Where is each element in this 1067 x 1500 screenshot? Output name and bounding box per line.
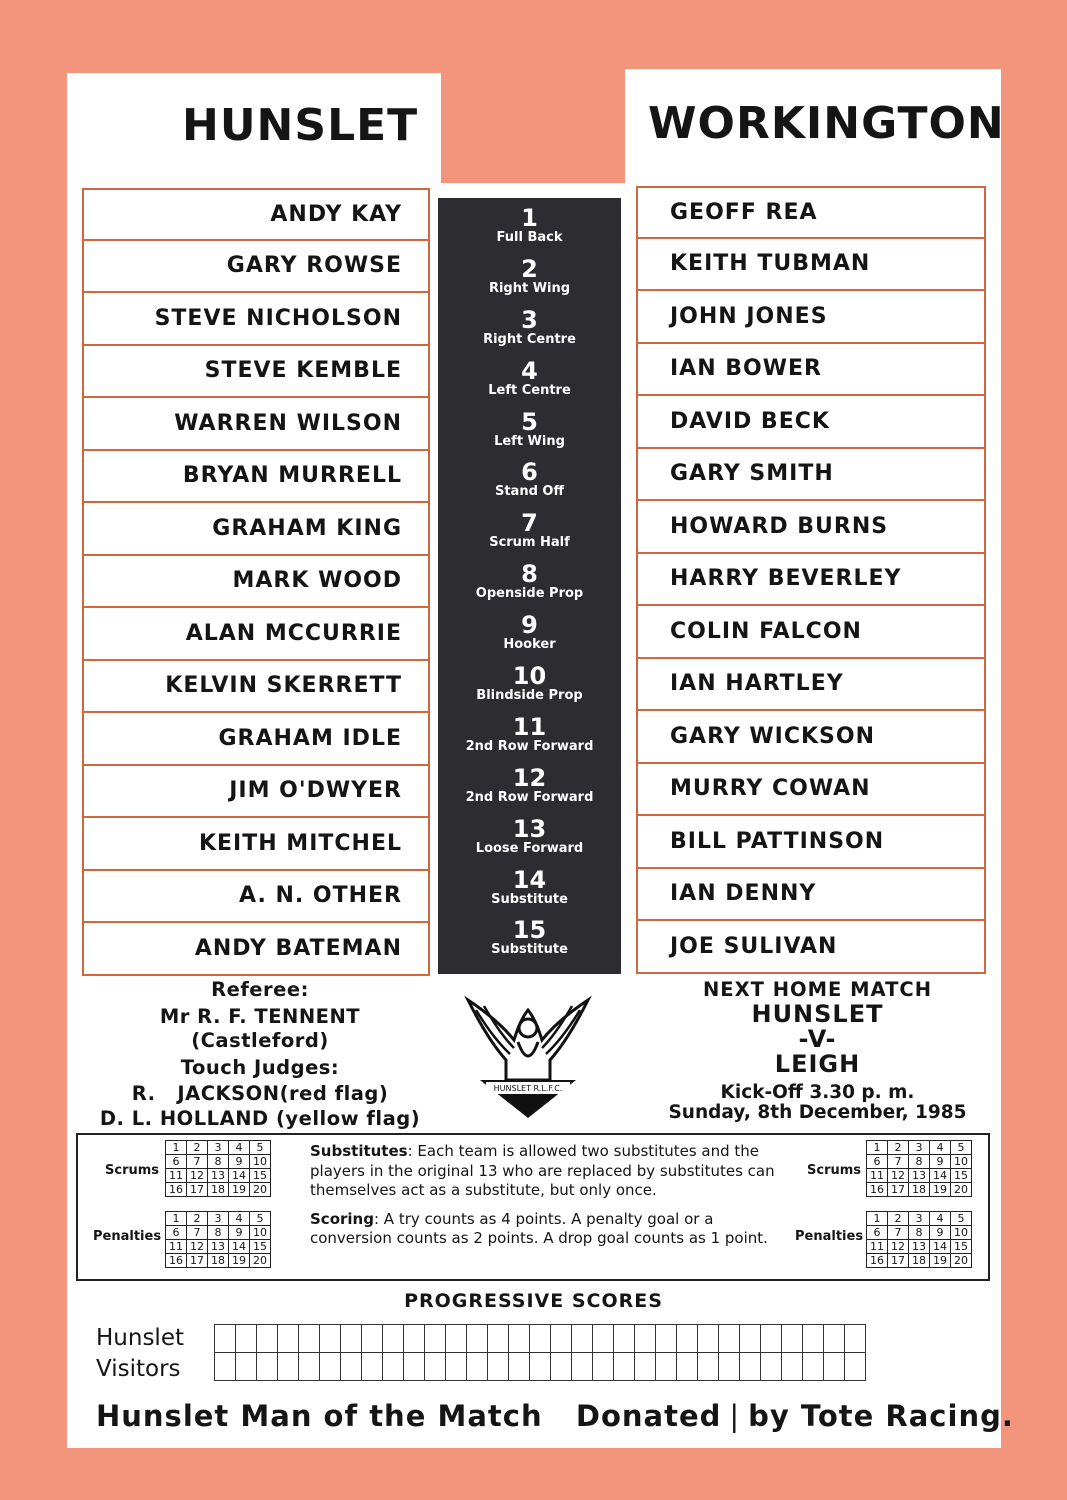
progressive-score-cell[interactable] (236, 1325, 257, 1353)
position-number: 6 (521, 458, 538, 487)
home-scrums-label: Scrums (105, 1163, 160, 1178)
progressive-score-cell[interactable] (299, 1325, 320, 1353)
home-player-3: STEVE NICHOLSON (82, 293, 430, 346)
position-number: 11 (512, 712, 547, 741)
away-scrums-label: Scrums (807, 1163, 862, 1178)
position-number: 15 (512, 916, 547, 945)
progressive-scores-grid (214, 1324, 866, 1381)
home-team-title: HUNSLET (182, 100, 419, 151)
progressive-score-cell[interactable] (824, 1325, 845, 1353)
away-player-7: HOWARD BURNS (636, 501, 986, 554)
progressive-score-cell[interactable] (656, 1325, 677, 1353)
progressive-score-cell[interactable] (446, 1325, 467, 1353)
home-player-6: BRYAN MURRELL (82, 451, 430, 504)
position-6 (438, 452, 621, 503)
progressive-score-cell[interactable] (803, 1325, 824, 1353)
motm-sponsor: by Tote Racing. (748, 1399, 1014, 1433)
next-home-match (650, 978, 985, 1123)
motm-text: Hunslet Man of the Match Donated (96, 1399, 722, 1433)
substitutes-heading: Substitutes (310, 1142, 408, 1160)
progressive-score-cell[interactable] (593, 1353, 614, 1381)
position-8 (438, 554, 621, 605)
position-label: Left Wing (494, 433, 565, 449)
progressive-score-cell[interactable] (782, 1325, 803, 1353)
away-player-10: IAN HARTLEY (636, 659, 986, 712)
touch-judges-heading: Touch Judges: (180, 1055, 340, 1079)
position-label: Substitute (491, 891, 568, 907)
progressive-score-cell[interactable] (320, 1325, 341, 1353)
position-number: 2 (521, 254, 538, 283)
club-crest-logo (458, 980, 598, 1120)
position-label: Substitute (491, 942, 568, 958)
scoring-heading: Scoring (310, 1209, 374, 1228)
progressive-score-cell[interactable] (257, 1353, 278, 1381)
progressive-score-cell[interactable] (845, 1353, 866, 1381)
progressive-score-cell[interactable] (341, 1325, 362, 1353)
progressive-score-cell[interactable] (677, 1325, 698, 1353)
next-match-heading: NEXT HOME MATCH (702, 978, 933, 1001)
progressive-score-cell[interactable] (383, 1325, 404, 1353)
position-number: 12 (512, 763, 547, 792)
position-label: Full Back (496, 230, 563, 245)
progressive-score-cell[interactable] (824, 1353, 845, 1381)
position-14 (438, 860, 621, 911)
progressive-score-cell[interactable] (635, 1325, 656, 1353)
progressive-score-cell[interactable] (530, 1325, 551, 1353)
progressive-score-cell[interactable] (572, 1325, 593, 1353)
progressive-score-cell[interactable] (761, 1353, 782, 1381)
progressive-score-cell[interactable] (362, 1353, 383, 1381)
scoring-body: : A try counts as 4 points. A penalty goal or a conversion counts as 2 points. A drop goal counts as 1 point. (310, 1209, 768, 1247)
motm-divider: | (729, 1399, 741, 1433)
position-10 (438, 656, 621, 707)
position-label: Blindside Prop (476, 688, 583, 704)
progressive-score-cell[interactable] (614, 1325, 635, 1353)
away-player-15: JOE SULIVAN (636, 921, 986, 974)
progressive-score-cell[interactable] (719, 1325, 740, 1353)
progressive-score-cell[interactable] (488, 1353, 509, 1381)
position-12 (438, 758, 621, 809)
away-player-3: JOHN JONES (636, 291, 986, 344)
touch-judge-1: R. JACKSON(red flag) (131, 1082, 389, 1105)
position-13 (438, 809, 621, 860)
scoring-rule (310, 1210, 780, 1249)
progressive-score-cell[interactable] (845, 1325, 866, 1353)
position-label: Hooker (503, 637, 556, 653)
substitutes-body: : Each team is allowed two substitutes and the players in the original 13 who are replaced by substitutes can themselves act as a substitute, but only once. (310, 1142, 775, 1199)
progressive-score-cell[interactable] (278, 1353, 299, 1381)
home-player-2: GARY ROWSE (82, 241, 430, 294)
progressive-score-cell[interactable] (593, 1325, 614, 1353)
progressive-score-cell[interactable] (677, 1353, 698, 1381)
progressive-score-cell[interactable] (803, 1353, 824, 1381)
progressive-score-cell[interactable] (299, 1353, 320, 1381)
progressive-score-cell[interactable] (362, 1325, 383, 1353)
progressive-score-cell[interactable] (719, 1353, 740, 1381)
away-player-12: MURRY COWAN (636, 764, 986, 817)
position-4 (438, 351, 621, 402)
position-label: Left Centre (488, 382, 571, 398)
next-match-vs: -V- (798, 1025, 837, 1053)
home-player-4: STEVE KEMBLE (82, 346, 430, 399)
progressive-score-cell[interactable] (761, 1325, 782, 1353)
home-player-15: ANDY BATEMAN (82, 923, 430, 976)
progressive-score-cell[interactable] (698, 1325, 719, 1353)
positions-panel (438, 198, 621, 974)
home-player-11: GRAHAM IDLE (82, 713, 430, 766)
position-label: Right Centre (483, 331, 576, 347)
progressive-score-cell[interactable] (509, 1325, 530, 1353)
next-match-date: Sunday, 8th December, 1985 (668, 1102, 967, 1123)
position-number: 7 (521, 509, 538, 538)
away-player-13: BILL PATTINSON (636, 816, 986, 869)
away-player-8: HARRY BEVERLEY (636, 554, 986, 607)
position-label: Openside Prop (475, 586, 584, 602)
position-7 (438, 503, 621, 554)
away-player-1: GEOFF REA (636, 186, 986, 239)
position-1 (438, 198, 621, 249)
position-label: Right Wing (488, 280, 571, 296)
progressive-score-cell[interactable] (320, 1353, 341, 1381)
position-label: Loose Forward (475, 840, 584, 856)
progressive-score-cell[interactable] (782, 1353, 803, 1381)
referee-name: Mr R. F. TENNENT (159, 1004, 361, 1028)
progressive-score-cell[interactable] (509, 1353, 530, 1381)
position-15 (438, 910, 621, 961)
home-scrums-grid: 1 2 3 4 5 6 7 8 9 10 11 12 13 14 15 16 17 18 19 20 (165, 1140, 271, 1197)
progressive-score-cell[interactable] (698, 1353, 719, 1381)
position-number: 8 (521, 560, 538, 589)
home-player-12: JIM O'DWYER (82, 766, 430, 819)
match-officials (80, 978, 440, 1131)
position-number: 14 (512, 865, 547, 894)
position-number: 10 (512, 662, 547, 691)
progressive-score-cell[interactable] (740, 1353, 761, 1381)
away-player-6: GARY SMITH (636, 449, 986, 502)
position-number: 13 (512, 814, 547, 843)
away-player-2: KEITH TUBMAN (636, 239, 986, 292)
progressive-score-cell[interactable] (404, 1353, 425, 1381)
next-match-team2: LEIGH (774, 1050, 861, 1078)
progressive-score-cell[interactable] (257, 1325, 278, 1353)
next-match-team1: HUNSLET (751, 1000, 884, 1028)
progressive-score-cell[interactable] (425, 1325, 446, 1353)
progressive-scores-title: PROGRESSIVE SCORES (404, 1290, 663, 1312)
progressive-score-cell[interactable] (383, 1353, 404, 1381)
home-player-7: GRAHAM KING (82, 503, 430, 556)
away-player-5: DAVID BECK (636, 396, 986, 449)
progressive-score-cell[interactable] (215, 1353, 236, 1381)
away-scrums-grid: 1 2 3 4 5 6 7 8 9 10 11 12 13 14 15 16 17 18 19 20 (866, 1140, 972, 1197)
progressive-away-label: Visitors (96, 1356, 181, 1382)
away-player-14: IAN DENNY (636, 869, 986, 922)
progressive-score-cell[interactable] (656, 1353, 677, 1381)
position-label: Scrum Half (489, 535, 570, 551)
away-penalties-label: Penalties (795, 1229, 864, 1244)
position-number: 9 (521, 611, 538, 640)
away-player-9: COLIN FALCON (636, 606, 986, 659)
home-penalties-grid: 1 2 3 4 5 6 7 8 9 10 11 12 13 14 15 16 17 18 19 20 (165, 1211, 271, 1268)
position-label: Stand Off (494, 484, 565, 500)
home-player-9: ALAN MCCURRIE (82, 608, 430, 661)
progressive-score-cell[interactable] (572, 1353, 593, 1381)
home-player-14: A. N. OTHER (82, 871, 430, 924)
away-player-4: IAN BOWER (636, 344, 986, 397)
progressive-score-cell[interactable] (404, 1325, 425, 1353)
position-number: 4 (521, 356, 538, 385)
referee-club: (Castleford) (191, 1029, 329, 1052)
progressive-score-cell[interactable] (551, 1353, 572, 1381)
away-player-list (636, 186, 986, 974)
position-5 (438, 402, 621, 453)
progressive-score-cell[interactable] (740, 1325, 761, 1353)
touch-judge-2: D. L. HOLLAND (yellow flag) (99, 1106, 421, 1130)
progressive-score-cell[interactable] (551, 1325, 572, 1353)
crest-text: HUNSLET R.L.F.C. (493, 1084, 563, 1093)
position-label: 2nd Row Forward (465, 789, 594, 805)
substitutes-rule (310, 1142, 780, 1201)
progressive-score-cell[interactable] (278, 1325, 299, 1353)
next-match-kickoff: Kick-Off 3.30 p. m. (720, 1082, 915, 1103)
position-2 (438, 249, 621, 300)
home-penalties-label: Penalties (93, 1229, 162, 1244)
progressive-home-label: Hunslet (96, 1325, 184, 1351)
rules-text (310, 1142, 780, 1249)
position-number: 5 (521, 407, 538, 436)
home-player-list (82, 188, 430, 976)
home-player-1: ANDY KAY (82, 188, 430, 241)
home-player-10: KELVIN SKERRETT (82, 661, 430, 714)
home-player-13: KEITH MITCHEL (82, 818, 430, 871)
progressive-score-cell[interactable] (215, 1325, 236, 1353)
position-number: 3 (521, 305, 538, 334)
referee-heading: Referee: (211, 978, 309, 1001)
position-11 (438, 707, 621, 758)
home-player-8: MARK WOOD (82, 556, 430, 609)
progressive-score-cell[interactable] (425, 1353, 446, 1381)
progressive-score-cell[interactable] (467, 1325, 488, 1353)
progressive-score-cell[interactable] (488, 1325, 509, 1353)
progressive-score-cell[interactable] (614, 1353, 635, 1381)
position-3 (438, 300, 621, 351)
position-9 (438, 605, 621, 656)
progressive-away-row (215, 1353, 866, 1381)
progressive-home-row (215, 1325, 866, 1353)
progressive-score-cell[interactable] (236, 1353, 257, 1381)
progressive-score-cell[interactable] (446, 1353, 467, 1381)
home-player-5: WARREN WILSON (82, 398, 430, 451)
progressive-score-cell[interactable] (341, 1353, 362, 1381)
position-number: 1 (521, 204, 538, 232)
progressive-score-cell[interactable] (467, 1353, 488, 1381)
away-team-title: WORKINGTON (648, 98, 1005, 149)
man-of-the-match-line (96, 1399, 1014, 1433)
progressive-score-cell[interactable] (530, 1353, 551, 1381)
away-player-11: GARY WICKSON (636, 711, 986, 764)
position-label: 2nd Row Forward (465, 738, 594, 754)
progressive-score-cell[interactable] (635, 1353, 656, 1381)
away-penalties-grid: 1 2 3 4 5 6 7 8 9 10 11 12 13 14 15 16 17 18 19 20 (866, 1211, 972, 1268)
